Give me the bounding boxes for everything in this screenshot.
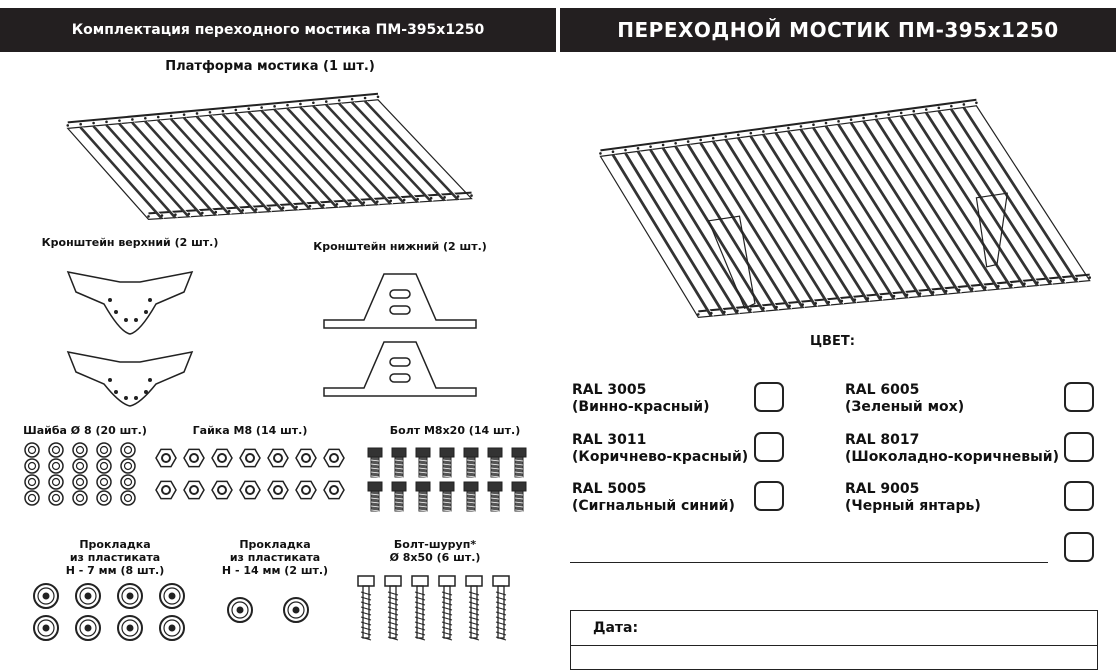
assembled-bridge-illustration (585, 92, 1100, 322)
color-name: (Черный янтарь) (845, 498, 981, 514)
screw-label (375, 538, 495, 564)
gasket-7-illustration (32, 582, 192, 644)
checkbox-ral-8017[interactable] (1064, 432, 1094, 462)
color-option-ral-3011 (572, 432, 748, 466)
color-name: (Коричнево-красный) (572, 449, 749, 465)
bracket-top-label: Кронштейн верхний (2 шт.) (41, 236, 219, 249)
screw-line2: Ø 8x50 (6 шт.) (389, 551, 481, 564)
checkbox-ral-6005[interactable] (1064, 382, 1094, 412)
gasket-7-line3: Н - 7 мм (8 шт.) (65, 564, 165, 577)
color-code: RAL 3005 (572, 382, 647, 398)
header-left (0, 8, 556, 52)
screw-line1: Болт-шуруп* (393, 538, 477, 551)
gasket-7-line2: из пластиката (69, 551, 161, 564)
screw-illustration (352, 574, 518, 646)
color-name: (Сигнальный синий) (572, 498, 735, 514)
gasket-14-line1: Прокладка (239, 538, 311, 551)
color-name: (Шоколадно-коричневый) (845, 449, 1059, 465)
platform-label: Платформа мостика (1 шт.) (165, 59, 375, 74)
color-code: RAL 9005 (845, 481, 920, 497)
bolt-illustration (362, 444, 532, 516)
checkbox-ral-3005[interactable] (754, 382, 784, 412)
checkbox-ral-3011[interactable] (754, 432, 784, 462)
gasket-14-illustration (226, 594, 316, 634)
header-right-title: ПЕРЕХОДНОЙ МОСТИК ПМ-395x1250 (617, 18, 1059, 42)
washer-illustration (22, 440, 142, 510)
gasket-7-line1: Прокладка (79, 538, 151, 551)
color-title: ЦВЕТ: (810, 334, 855, 349)
bracket-bottom-illustration (320, 268, 480, 403)
color-code: RAL 3011 (572, 432, 647, 448)
header-left-title: Комплектация переходного мостика ПМ-395x1250 (71, 22, 485, 38)
color-code: RAL 5005 (572, 481, 647, 497)
gasket-14-label (210, 538, 340, 577)
color-name: (Винно-красный) (572, 399, 710, 415)
color-code: RAL 8017 (845, 432, 920, 448)
nut-label: Гайка М8 (14 шт.) (192, 424, 308, 437)
date-field[interactable] (570, 610, 1098, 670)
checkbox-ral-5005[interactable] (754, 481, 784, 511)
checkbox-ral-9005[interactable] (1064, 481, 1094, 511)
color-name: (Зеленый мох) (845, 399, 965, 415)
bracket-top-illustration (60, 262, 200, 412)
color-option-ral-5005 (572, 481, 735, 515)
checkbox-custom-color[interactable] (1064, 532, 1094, 562)
gasket-14-line3: Н - 14 мм (2 шт.) (221, 564, 329, 577)
color-option-ral-8017 (845, 432, 1059, 466)
color-code: RAL 6005 (845, 382, 920, 398)
nut-illustration (152, 444, 352, 504)
date-label: Дата: (593, 620, 639, 636)
date-divider (571, 645, 1097, 646)
gasket-14-line2: из пластиката (229, 551, 321, 564)
platform-illustration (55, 92, 480, 222)
custom-color-line[interactable] (570, 562, 1048, 563)
color-option-ral-9005 (845, 481, 981, 515)
color-option-ral-3005 (572, 382, 709, 416)
header-right (560, 8, 1116, 52)
color-option-ral-6005 (845, 382, 964, 416)
gasket-7-label (50, 538, 180, 577)
bolt-label: Болт М8x20 (14 шт.) (389, 424, 521, 437)
washer-label: Шайба Ø 8 (20 шт.) (23, 424, 147, 437)
bracket-bottom-label: Кронштейн нижний (2 шт.) (313, 240, 487, 253)
